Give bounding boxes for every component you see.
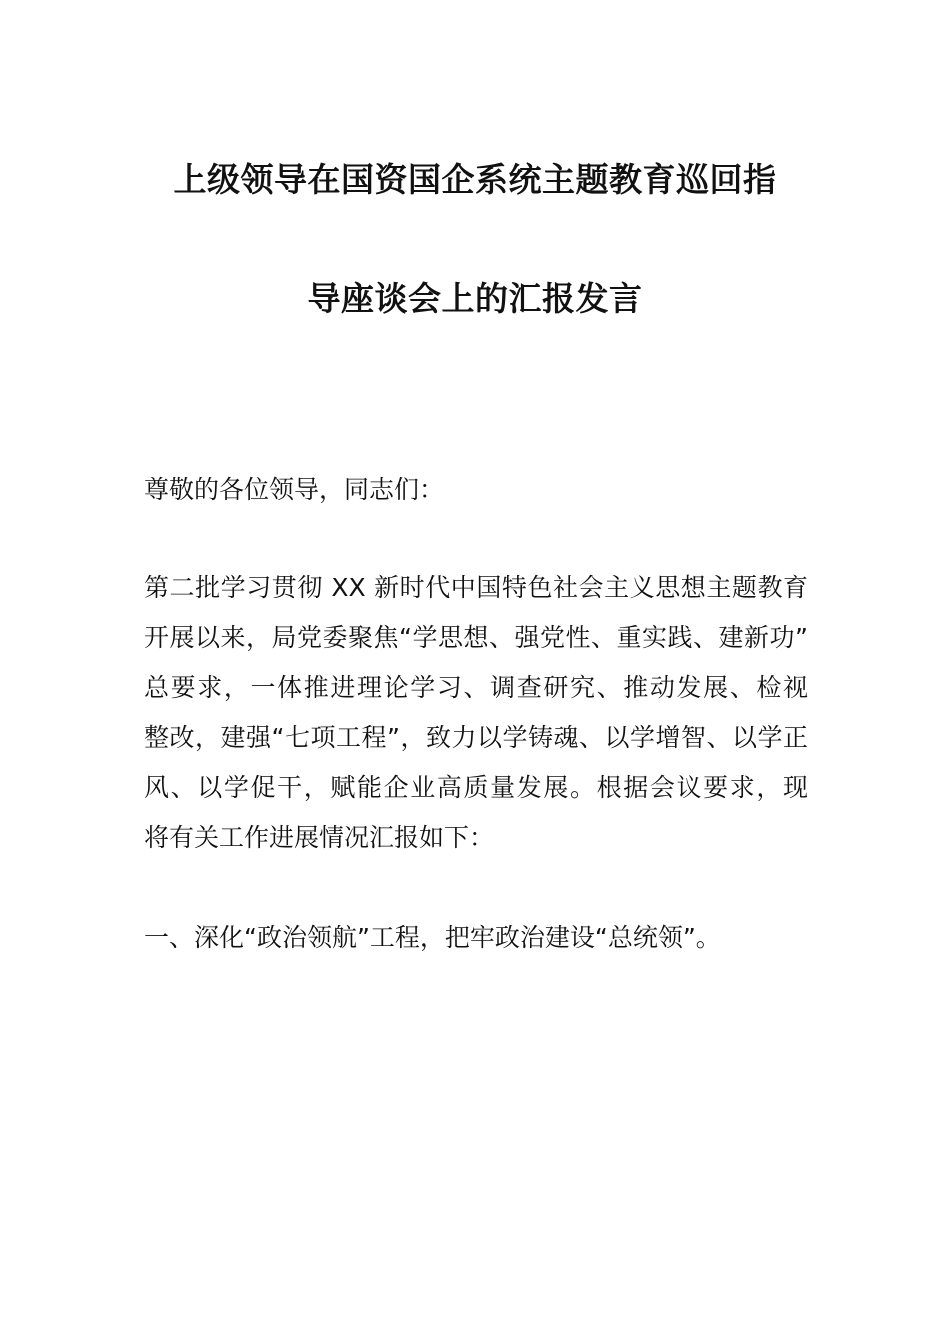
body-line: 将有关工作进展情况汇报如下：: [144, 823, 495, 852]
body-paragraph: [144, 563, 808, 863]
body-line: 总要求，一体推进理论学习、调查研究、推动发展、检视: [144, 673, 808, 702]
salutation: 尊敬的各位领导，同志们：: [144, 475, 445, 504]
document-title-line-2: 导座谈会上的汇报发言: [307, 279, 643, 318]
body-line: 整改，建强“七项工程”，致力以学铸魂、以学增智、以学正: [144, 723, 808, 752]
section-heading: 一、深化“政治领航”工程，把牢政治建设“总统领”。: [144, 923, 721, 952]
body-line: 第二批学习贯彻 XX 新时代中国特色社会主义思想主题教育: [144, 573, 808, 602]
body-line: 风、以学促干，赋能企业高质量发展。根据会议要求，现: [144, 773, 808, 802]
body-line: 开展以来，局党委聚焦“学思想、强党性、重实践、建新功”: [144, 623, 808, 652]
document-title-line-1: 上级领导在国资国企系统主题教育巡回指: [173, 160, 777, 199]
